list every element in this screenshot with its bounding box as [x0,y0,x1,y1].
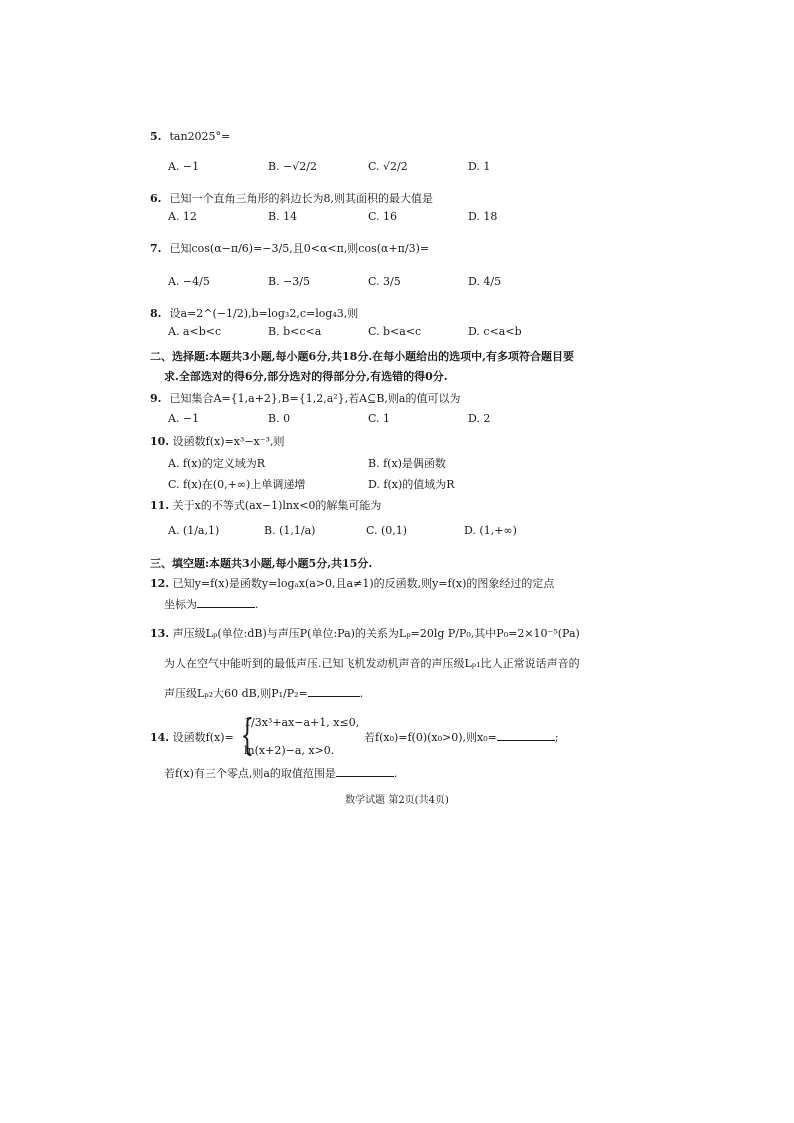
q11-option-a: A. (1/a,1) [168,524,220,537]
q9-option-c: C. 1 [368,412,391,425]
q7-option-a: A. −4/5 [168,275,210,288]
q5-option-c: C. √2/2 [368,160,408,173]
q7-option-d: D. 4/5 [468,275,502,288]
q13-answer-blank[interactable] [308,686,360,697]
q8-option-c: C. b<a<c [368,325,422,338]
q8-option-a: A. a<b<c [168,325,222,338]
question-12-cont: 坐标为 . [164,598,259,611]
question-7-stem: 7. 已知cos(α−π/6)=−3/5,且0<α<π,则cos(α+π/3)= [150,242,430,255]
q9-option-d: D. 2 [468,412,491,425]
q6-option-c: C. 16 [368,210,398,223]
question-14-cont: 若f(x)有三个零点,则a的取值范围是 . [164,767,398,780]
q14-case-2: ln(x+2)−a, x>0. [244,744,335,757]
q7-option-b: B. −3/5 [268,275,310,288]
q5-option-a: A. −1 [168,160,200,173]
q14-case-1: 1/3x³+ax−a+1, x≤0, [244,716,360,729]
question-14-stem: 14. 设函数f(x)= [150,731,234,744]
q6-option-b: B. 14 [268,210,298,223]
question-13-cont1: 为人在空气中能听到的最低声压.已知飞机发动机声音的声压级Lₚ₁比人正常说话声音的 [164,657,580,670]
q8-option-b: B. b<c<a [268,325,322,338]
q9-option-a: A. −1 [168,412,200,425]
question-14-mid: 若f(x₀)=f(0)(x₀>0),则x₀= ; [364,731,559,744]
question-8-stem: 8. 设a=2^(−1/2),b=log₃2,c=log₄3,则 [150,307,359,320]
q10-option-d: D. f(x)的值域为R [368,478,455,491]
q10-option-a: A. f(x)的定义域为R [168,457,266,470]
question-12-stem: 12. 已知y=f(x)是函数y=logₐx(a>0,且a≠1)的反函数,则y=f(x)的图象经过的定点 [150,577,555,590]
q7-option-c: C. 3/5 [368,275,401,288]
q12-answer-blank[interactable] [197,597,255,608]
question-9-stem: 9. 已知集合A={1,a+2},B={1,2,a²},若A⊆B,则a的值可以为 [150,392,461,405]
question-13-cont2: 声压级Lₚ₂大60 dB,则P₁/P₂= . [164,687,364,700]
question-6-stem: 6. 已知一个直角三角形的斜边长为8,则其面积的最大值是 [150,192,433,205]
page-footer: 数学试题 第2页(共4页) [345,795,449,806]
section-2-header-line2: 求.全部选对的得6分,部分选对的得部分分,有选错的得0分. [164,370,448,383]
q11-option-d: D. (1,+∞) [464,524,517,537]
q10-option-c: C. f(x)在(0,+∞)上单调递增 [168,478,306,491]
piecewise-brace: { [240,710,255,759]
q10-option-b: B. f(x)是偶函数 [368,457,446,470]
q14-answer-blank-1[interactable] [497,730,555,741]
q11-option-c: C. (0,1) [366,524,408,537]
q14-answer-blank-2[interactable] [336,766,394,777]
question-10-stem: 10. 设函数f(x)=x³−x⁻³,则 [150,435,285,448]
question-11-stem: 11. 关于x的不等式(ax−1)lnx<0的解集可能为 [150,499,382,512]
question-5-stem: 5. tan2025°= [150,130,231,143]
q6-option-a: A. 12 [168,210,197,223]
q5-option-b: B. −√2/2 [268,160,318,173]
q8-option-d: D. c<a<b [468,325,522,338]
q6-option-d: D. 18 [468,210,498,223]
section-3-header: 三、填空题:本题共3小题,每小题5分,共15分. [150,557,373,570]
q9-option-b: B. 0 [268,412,291,425]
section-2-header-line1: 二、选择题:本题共3小题,每小题6分,共18分.在每小题给出的选项中,有多项符合题目要 [150,350,574,363]
q11-option-b: B. (1,1/a) [264,524,316,537]
q5-option-d: D. 1 [468,160,491,173]
question-13-stem: 13. 声压级Lₚ(单位:dB)与声压P(单位:Pa)的关系为Lₚ=20lg P/P₀,其中P₀=2×10⁻⁵(Pa) [150,627,580,640]
